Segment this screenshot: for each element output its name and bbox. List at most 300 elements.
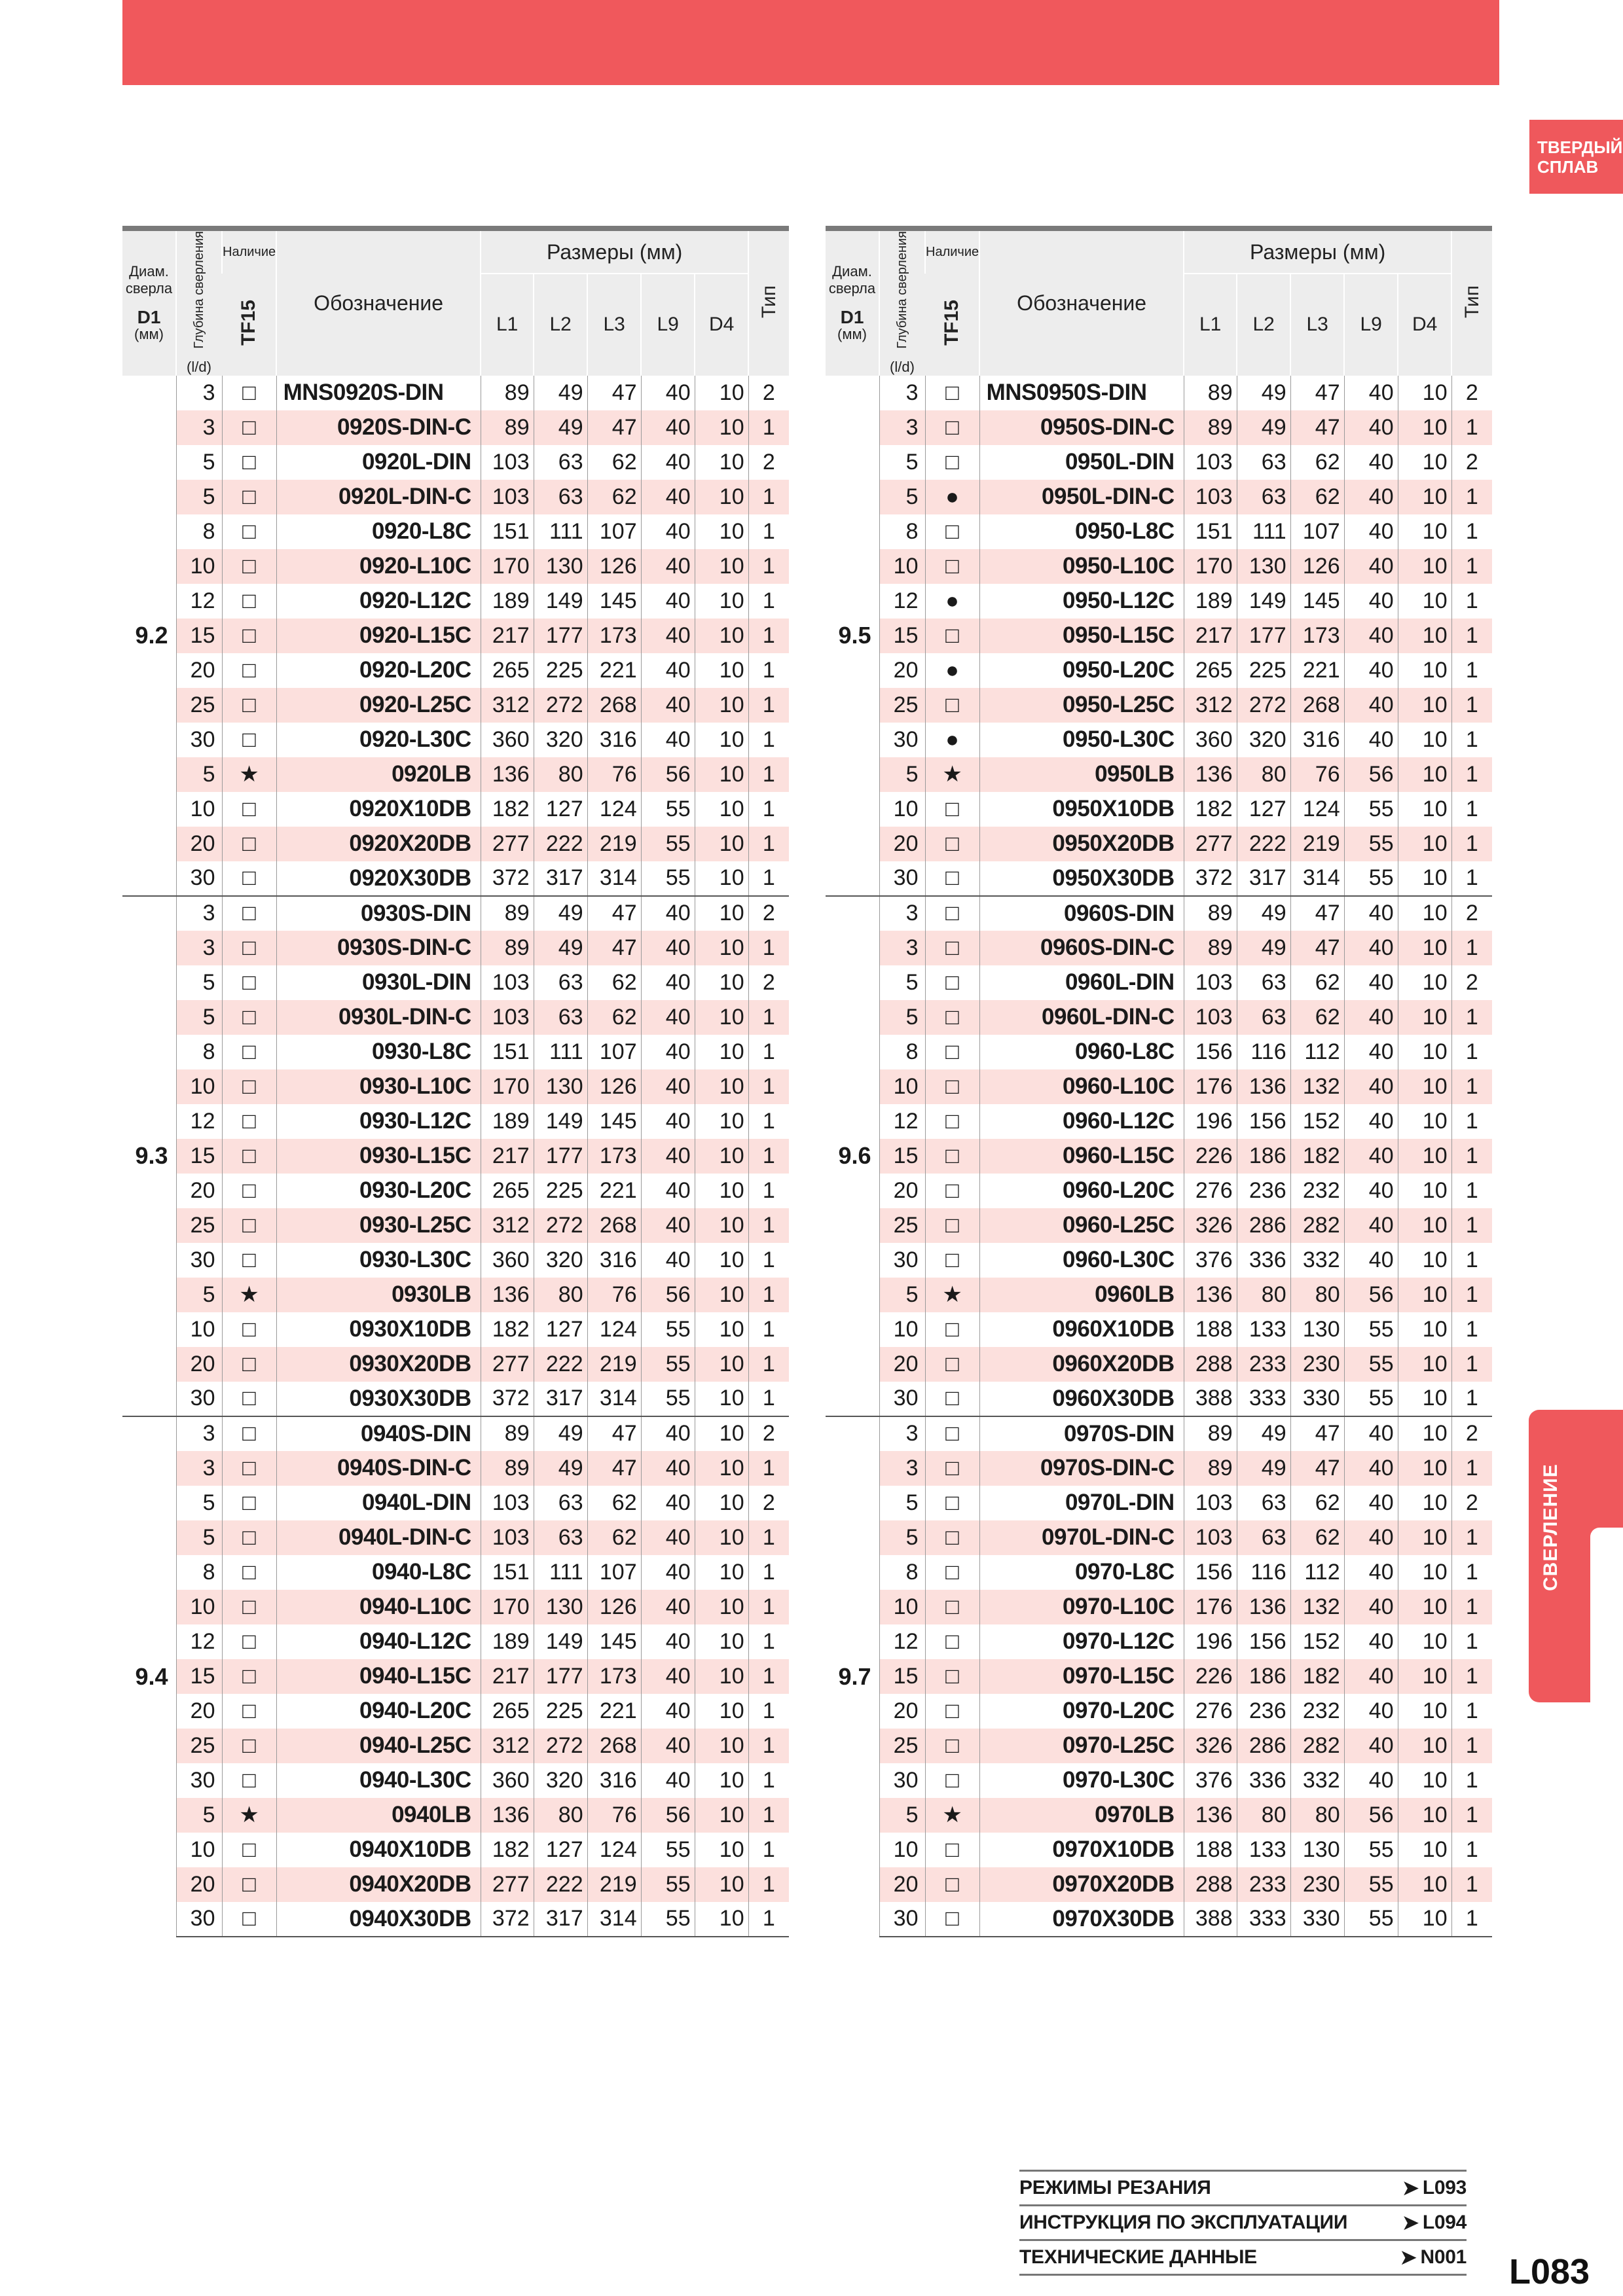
availability-cell: □ [925, 792, 979, 827]
header-depth-label: Глубина сверления [894, 231, 909, 349]
l3-cell: 126 [1290, 549, 1344, 584]
l1-cell: 103 [481, 480, 534, 514]
availability-cell: □ [925, 688, 979, 723]
l1-cell: 217 [1184, 619, 1237, 653]
l3-cell: 76 [1290, 757, 1344, 792]
l3-cell: 132 [1290, 1590, 1344, 1624]
l2-cell: 222 [1237, 827, 1290, 861]
depth-cell: 10 [879, 1590, 925, 1624]
designation-cell: 0960L-DIN-C [979, 1000, 1184, 1035]
type-cell: 1 [1451, 1069, 1492, 1104]
l1-cell: 277 [481, 1347, 534, 1382]
table-row [826, 757, 1492, 792]
designation-cell: 0970LB [979, 1798, 1184, 1833]
type-cell: 1 [748, 1000, 789, 1035]
depth-cell: 10 [176, 1833, 222, 1867]
l2-cell: 49 [1237, 931, 1290, 965]
type-cell: 1 [748, 792, 789, 827]
designation-cell: 0920LB [276, 757, 481, 792]
l2-cell: 49 [1237, 896, 1290, 931]
l3-cell: 332 [1290, 1243, 1344, 1278]
l1-cell: 189 [1184, 584, 1237, 619]
designation-cell: 0940LB [276, 1798, 481, 1833]
availability-cell: □ [925, 1590, 979, 1624]
l3-cell: 62 [1290, 480, 1344, 514]
l3-cell: 145 [587, 1624, 641, 1659]
footer-link-instructions[interactable] [1019, 2204, 1467, 2239]
availability-cell: □ [925, 1416, 979, 1451]
availability-cell: □ [925, 410, 979, 445]
availability-cell: ★ [925, 1798, 979, 1833]
availability-cell: □ [222, 480, 276, 514]
d4-cell: 10 [1398, 827, 1451, 861]
l9-cell: 40 [1344, 549, 1398, 584]
table-row [826, 410, 1492, 445]
type-cell: 2 [748, 896, 789, 931]
depth-cell: 15 [176, 1659, 222, 1694]
header-depth-unit: (l/d) [890, 358, 915, 375]
l2-cell: 225 [1237, 653, 1290, 688]
d4-cell: 10 [695, 1451, 748, 1486]
designation-cell: 0920-L12C [276, 584, 481, 619]
designation-cell: 0950-L30C [979, 723, 1184, 757]
l1-cell: 312 [481, 688, 534, 723]
l2-cell: 317 [534, 1902, 587, 1937]
l9-cell: 40 [641, 1694, 695, 1729]
d4-cell: 10 [1398, 1590, 1451, 1624]
type-cell: 1 [1451, 861, 1492, 896]
type-cell: 1 [1451, 827, 1492, 861]
availability-cell: □ [222, 1590, 276, 1624]
table-row [826, 584, 1492, 619]
l2-cell: 49 [1237, 1451, 1290, 1486]
d4-cell: 10 [1398, 1659, 1451, 1694]
type-cell: 1 [748, 827, 789, 861]
designation-cell: 0970-L30C [979, 1763, 1184, 1798]
footer-links [1019, 2170, 1467, 2276]
d4-cell: 10 [695, 827, 748, 861]
availability-cell: □ [222, 723, 276, 757]
l3-cell: 47 [1290, 376, 1344, 410]
table-row [122, 1416, 789, 1451]
depth-cell: 5 [879, 1278, 925, 1312]
l9-cell: 40 [641, 1729, 695, 1763]
l3-cell: 62 [587, 445, 641, 480]
l9-cell: 40 [1344, 1694, 1398, 1729]
d4-cell: 10 [1398, 1278, 1451, 1312]
l2-cell: 149 [534, 1104, 587, 1139]
type-cell: 1 [748, 1833, 789, 1867]
l2-cell: 63 [534, 445, 587, 480]
availability-cell: □ [925, 549, 979, 584]
l1-cell: 188 [1184, 1833, 1237, 1867]
type-cell: 1 [748, 1729, 789, 1763]
availability-cell: □ [925, 1520, 979, 1555]
d4-cell: 10 [1398, 931, 1451, 965]
l3-cell: 230 [1290, 1867, 1344, 1902]
type-cell: 1 [1451, 1278, 1492, 1312]
availability-cell: □ [222, 1867, 276, 1902]
table-row [122, 376, 789, 410]
l1-cell: 89 [1184, 896, 1237, 931]
d4-cell: 10 [695, 445, 748, 480]
l1-cell: 277 [1184, 827, 1237, 861]
header-diameter-label2: сверла [828, 280, 876, 297]
l2-cell: 333 [1237, 1382, 1290, 1416]
l9-cell: 40 [1344, 1555, 1398, 1590]
depth-cell: 25 [176, 1208, 222, 1243]
l1-cell: 276 [1184, 1174, 1237, 1208]
l3-cell: 173 [587, 619, 641, 653]
type-cell: 1 [748, 1208, 789, 1243]
l2-cell: 320 [534, 1763, 587, 1798]
d4-cell: 10 [1398, 619, 1451, 653]
l3-cell: 268 [1290, 688, 1344, 723]
depth-cell: 3 [176, 1451, 222, 1486]
depth-cell: 25 [879, 1208, 925, 1243]
l2-cell: 317 [534, 861, 587, 896]
l3-cell: 173 [587, 1139, 641, 1174]
d4-cell: 10 [1398, 410, 1451, 445]
depth-cell: 5 [176, 1278, 222, 1312]
l2-cell: 63 [534, 965, 587, 1000]
d4-cell: 10 [695, 1382, 748, 1416]
depth-cell: 30 [879, 1902, 925, 1937]
l3-cell: 332 [1290, 1763, 1344, 1798]
d4-cell: 10 [695, 1278, 748, 1312]
designation-cell: 0970X10DB [979, 1833, 1184, 1867]
designation-cell: 0930-L12C [276, 1104, 481, 1139]
table-row [122, 1833, 789, 1867]
designation-cell: 0920S-DIN-C [276, 410, 481, 445]
header-dim-l1: L1 [481, 274, 534, 376]
l2-cell: 130 [534, 1069, 587, 1104]
l3-cell: 47 [1290, 410, 1344, 445]
l2-cell: 177 [1237, 619, 1290, 653]
type-cell: 1 [748, 1867, 789, 1902]
availability-cell: □ [925, 1243, 979, 1278]
l2-cell: 111 [534, 1555, 587, 1590]
table-row [826, 931, 1492, 965]
table-row [826, 723, 1492, 757]
l3-cell: 62 [587, 1520, 641, 1555]
header-dim-l9: L9 [1344, 274, 1398, 376]
arrow-right-icon: ➤ [1400, 2246, 1417, 2269]
l1-cell: 189 [481, 1624, 534, 1659]
availability-cell: ★ [222, 1798, 276, 1833]
depth-cell: 25 [879, 1729, 925, 1763]
l1-cell: 136 [481, 1798, 534, 1833]
designation-cell: 0950-L12C [979, 584, 1184, 619]
type-cell: 2 [748, 376, 789, 410]
d4-cell: 10 [695, 1208, 748, 1243]
l3-cell: 330 [1290, 1382, 1344, 1416]
l1-cell: 103 [1184, 1486, 1237, 1520]
l9-cell: 40 [1344, 376, 1398, 410]
table-row [826, 1000, 1492, 1035]
d4-cell: 10 [1398, 1694, 1451, 1729]
l3-cell: 62 [1290, 1486, 1344, 1520]
depth-cell: 3 [879, 410, 925, 445]
l1-cell: 170 [1184, 549, 1237, 584]
l1-cell: 182 [481, 1312, 534, 1347]
availability-cell: □ [925, 1069, 979, 1104]
l2-cell: 80 [534, 757, 587, 792]
l3-cell: 80 [1290, 1798, 1344, 1833]
availability-cell: □ [222, 1729, 276, 1763]
header-type [1451, 228, 1492, 376]
depth-cell: 5 [176, 1798, 222, 1833]
designation-cell: 0950X10DB [979, 792, 1184, 827]
l2-cell: 272 [534, 688, 587, 723]
type-cell: 1 [1451, 1035, 1492, 1069]
l3-cell: 47 [587, 1451, 641, 1486]
l2-cell: 49 [534, 376, 587, 410]
d4-cell: 10 [1398, 480, 1451, 514]
l1-cell: 170 [481, 1590, 534, 1624]
table-row [122, 514, 789, 549]
availability-cell: □ [925, 1208, 979, 1243]
designation-cell: 0950-L20C [979, 653, 1184, 688]
l1-cell: 388 [1184, 1382, 1237, 1416]
product-table-left [122, 226, 789, 1937]
top-banner [122, 0, 1499, 85]
availability-cell: □ [925, 1729, 979, 1763]
l2-cell: 49 [1237, 376, 1290, 410]
table-row [122, 792, 789, 827]
depth-cell: 20 [879, 653, 925, 688]
table-row [826, 1104, 1492, 1139]
type-cell: 1 [748, 757, 789, 792]
table-row [826, 1729, 1492, 1763]
l9-cell: 40 [641, 1174, 695, 1208]
designation-cell: 0960L-DIN [979, 965, 1184, 1000]
l9-cell: 55 [1344, 1867, 1398, 1902]
l2-cell: 133 [1237, 1312, 1290, 1347]
depth-cell: 15 [879, 619, 925, 653]
l3-cell: 124 [587, 792, 641, 827]
l2-cell: 111 [534, 1035, 587, 1069]
d4-cell: 10 [695, 1243, 748, 1278]
d4-cell: 10 [695, 1312, 748, 1347]
l2-cell: 63 [1237, 1000, 1290, 1035]
table-row [122, 1139, 789, 1174]
l3-cell: 112 [1290, 1555, 1344, 1590]
d4-cell: 10 [695, 480, 748, 514]
table-row [122, 1174, 789, 1208]
type-cell: 1 [748, 653, 789, 688]
d4-cell: 10 [695, 1000, 748, 1035]
designation-cell: 0920X10DB [276, 792, 481, 827]
availability-cell: □ [222, 1694, 276, 1729]
d4-cell: 10 [695, 1035, 748, 1069]
l9-cell: 40 [1344, 1659, 1398, 1694]
l2-cell: 63 [534, 1000, 587, 1035]
availability-cell: □ [222, 1104, 276, 1139]
l9-cell: 40 [1344, 514, 1398, 549]
designation-cell: 0920L-DIN [276, 445, 481, 480]
l9-cell: 40 [641, 1208, 695, 1243]
depth-cell: 20 [176, 1867, 222, 1902]
footer-link-cutting[interactable] [1019, 2170, 1467, 2204]
l2-cell: 111 [1237, 514, 1290, 549]
l2-cell: 225 [534, 1694, 587, 1729]
l1-cell: 376 [1184, 1763, 1237, 1798]
depth-cell: 3 [879, 931, 925, 965]
depth-cell: 5 [176, 1520, 222, 1555]
depth-cell: 10 [176, 1069, 222, 1104]
d4-cell: 10 [1398, 1624, 1451, 1659]
l3-cell: 62 [1290, 445, 1344, 480]
availability-cell: □ [925, 1035, 979, 1069]
d4-cell: 10 [695, 1555, 748, 1590]
type-cell: 1 [1451, 1590, 1492, 1624]
designation-cell: 0930-L20C [276, 1174, 481, 1208]
l9-cell: 40 [1344, 1729, 1398, 1763]
side-tab-material[interactable] [1529, 120, 1623, 194]
designation-cell: 0940L-DIN-C [276, 1520, 481, 1555]
l3-cell: 47 [587, 896, 641, 931]
depth-cell: 10 [176, 792, 222, 827]
l1-cell: 326 [1184, 1729, 1237, 1763]
header-diameter-label2: сверла [125, 280, 173, 297]
l1-cell: 372 [481, 1382, 534, 1416]
designation-cell: 0960-L10C [979, 1069, 1184, 1104]
l3-cell: 107 [587, 514, 641, 549]
l9-cell: 55 [1344, 1347, 1398, 1382]
footer-link-technical[interactable] [1019, 2239, 1467, 2276]
l9-cell: 40 [641, 1104, 695, 1139]
l2-cell: 320 [534, 723, 587, 757]
depth-cell: 5 [879, 1798, 925, 1833]
side-tab-section[interactable] [1529, 1410, 1623, 1702]
designation-cell: 0950X30DB [979, 861, 1184, 896]
designation-cell: 0930-L10C [276, 1069, 481, 1104]
l2-cell: 149 [534, 584, 587, 619]
l9-cell: 40 [641, 376, 695, 410]
l1-cell: 196 [1184, 1624, 1237, 1659]
l9-cell: 40 [1344, 1763, 1398, 1798]
designation-cell: 0930S-DIN-C [276, 931, 481, 965]
availability-cell: □ [222, 1624, 276, 1659]
table-row [826, 1243, 1492, 1278]
type-cell: 1 [1451, 1174, 1492, 1208]
l3-cell: 126 [587, 1590, 641, 1624]
depth-cell: 5 [176, 445, 222, 480]
l2-cell: 136 [1237, 1069, 1290, 1104]
l2-cell: 320 [534, 1243, 587, 1278]
designation-cell: 0960-L25C [979, 1208, 1184, 1243]
l3-cell: 47 [1290, 1451, 1344, 1486]
d4-cell: 10 [1398, 1208, 1451, 1243]
l9-cell: 56 [1344, 757, 1398, 792]
table-row [826, 1174, 1492, 1208]
l9-cell: 40 [641, 1416, 695, 1451]
type-cell: 1 [748, 1347, 789, 1382]
designation-cell: 0970-L25C [979, 1729, 1184, 1763]
d4-cell: 10 [695, 1590, 748, 1624]
type-cell: 1 [1451, 1520, 1492, 1555]
type-cell: 1 [1451, 723, 1492, 757]
type-cell: 1 [1451, 688, 1492, 723]
table-row [122, 1729, 789, 1763]
depth-cell: 30 [879, 1382, 925, 1416]
d4-cell: 10 [1398, 1486, 1451, 1520]
depth-cell: 20 [176, 1347, 222, 1382]
l9-cell: 40 [641, 480, 695, 514]
l1-cell: 103 [481, 1486, 534, 1520]
l3-cell: 316 [587, 723, 641, 757]
l9-cell: 55 [641, 861, 695, 896]
page-number: L083 [1509, 2252, 1590, 2291]
designation-cell: 0970X20DB [979, 1867, 1184, 1902]
l3-cell: 62 [1290, 1000, 1344, 1035]
designation-cell: 0970-L12C [979, 1624, 1184, 1659]
depth-cell: 3 [879, 1451, 925, 1486]
header-type [748, 228, 789, 376]
availability-cell: ★ [925, 757, 979, 792]
l2-cell: 233 [1237, 1347, 1290, 1382]
type-cell: 1 [748, 1451, 789, 1486]
header-diameter [826, 228, 879, 376]
l9-cell: 55 [641, 1347, 695, 1382]
l1-cell: 182 [481, 792, 534, 827]
type-cell: 1 [1451, 1243, 1492, 1278]
l2-cell: 49 [1237, 1416, 1290, 1451]
l2-cell: 80 [1237, 757, 1290, 792]
type-cell: 1 [1451, 1729, 1492, 1763]
header-availability: Наличие [222, 228, 276, 274]
designation-cell: 0970-L20C [979, 1694, 1184, 1729]
header-diameter-unit: (мм) [837, 326, 867, 343]
l9-cell: 40 [641, 1590, 695, 1624]
header-diameter-label1: Диам. [129, 263, 169, 280]
arrow-right-icon: ➤ [1402, 2212, 1419, 2234]
availability-cell: □ [222, 376, 276, 410]
designation-cell: 0930X20DB [276, 1347, 481, 1382]
l1-cell: 103 [1184, 965, 1237, 1000]
type-cell: 1 [1451, 757, 1492, 792]
l3-cell: 47 [587, 410, 641, 445]
d4-cell: 10 [695, 584, 748, 619]
availability-cell: □ [925, 1867, 979, 1902]
l1-cell: 89 [481, 896, 534, 931]
table-row [826, 1347, 1492, 1382]
type-cell: 1 [748, 410, 789, 445]
d4-cell: 10 [1398, 1069, 1451, 1104]
d4-cell: 10 [1398, 514, 1451, 549]
type-cell: 1 [748, 480, 789, 514]
d4-cell: 10 [695, 931, 748, 965]
type-cell: 1 [1451, 1902, 1492, 1937]
l2-cell: 63 [534, 1520, 587, 1555]
l3-cell: 124 [587, 1833, 641, 1867]
type-cell: 2 [748, 445, 789, 480]
type-cell: 1 [1451, 1347, 1492, 1382]
footer-link-ref: L093 [1422, 2177, 1467, 2198]
type-cell: 1 [1451, 1763, 1492, 1798]
table-row [826, 792, 1492, 827]
d4-cell: 10 [1398, 1729, 1451, 1763]
header-dim-d4: D4 [1398, 274, 1451, 376]
availability-cell: □ [925, 1451, 979, 1486]
depth-cell: 10 [879, 549, 925, 584]
l1-cell: 372 [1184, 861, 1237, 896]
l3-cell: 107 [587, 1555, 641, 1590]
depth-cell: 20 [879, 1347, 925, 1382]
availability-cell: □ [925, 1694, 979, 1729]
l1-cell: 372 [481, 1902, 534, 1937]
